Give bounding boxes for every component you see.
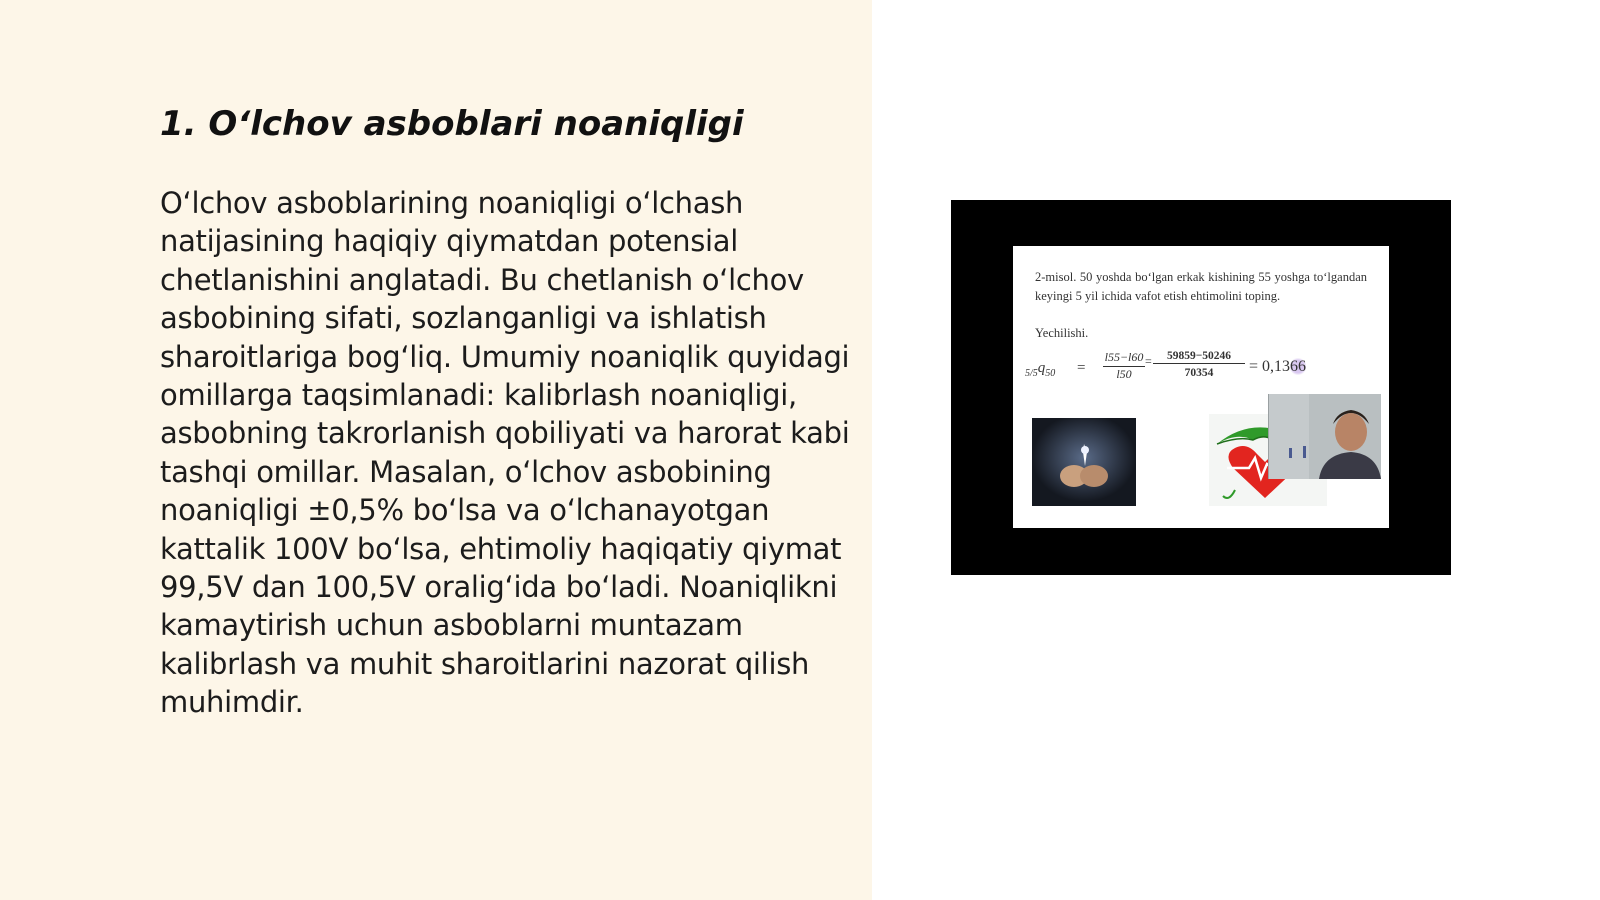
formula-fraction-symbolic: $\frac{l55-l60}{l50}$ xyxy=(1104,350,1144,381)
formula-equals-2: = xyxy=(1145,354,1152,368)
webcam-video xyxy=(1269,394,1381,479)
formula-equals: = xyxy=(1077,360,1086,376)
slide-body-text: O‘lchov asboblarining noaniqligi o‘lchash natijasining haqiqiy qiymatdan potensial chetlanishini anglatadi. Bu chetlanish o‘lchov asbobining sifati, sozlanganligi va ishlatish sharoitlariga bog‘liq. Umumiy noaniqlik quyidagi omillarga taqsimlanadi: kalibrlash noaniqligi, asbobning takrorlanish qobiliyati va harorat kabi tashqi omillar. Masalan, o‘lchov asbobining noaniqligi ±0,5% bo‘lsa va o‘lchanayotgan kattalik 100V bo‘lsa, ehtimoliy haqiqatiy qiymat 99,5V dan 100,5V oralig‘ida bo‘ladi. Noaniqlikni kamaytirish uchun asboblarni muntazam kalibrlash va muhit sharoitlarini nazorat qilish muhimdir. xyxy=(160,186,850,720)
formula-result: = 0,1366 xyxy=(1249,358,1307,375)
problem-statement: 2-misol. 50 yoshda bo‘lgan erkak kishining 55 yoshga to‘lgandan keyingi 5 yil ichida vafot etish ehtimolini toping. xyxy=(1035,270,1367,303)
embedded-screenshot xyxy=(951,200,1451,575)
solution-label: Yechilishi. xyxy=(1035,326,1089,340)
formula-fraction-numeric: $\frac{59859-50246}{70354}$ xyxy=(1153,350,1245,379)
slide-title: 1. O‘lchov asboblari noaniqligi xyxy=(160,104,744,144)
brain-image xyxy=(1032,418,1136,506)
embedded-document-page xyxy=(1013,246,1389,528)
probability-formula xyxy=(1025,350,1355,390)
formula-lhs: $_{5/5}q_{50}$ xyxy=(1025,360,1056,379)
